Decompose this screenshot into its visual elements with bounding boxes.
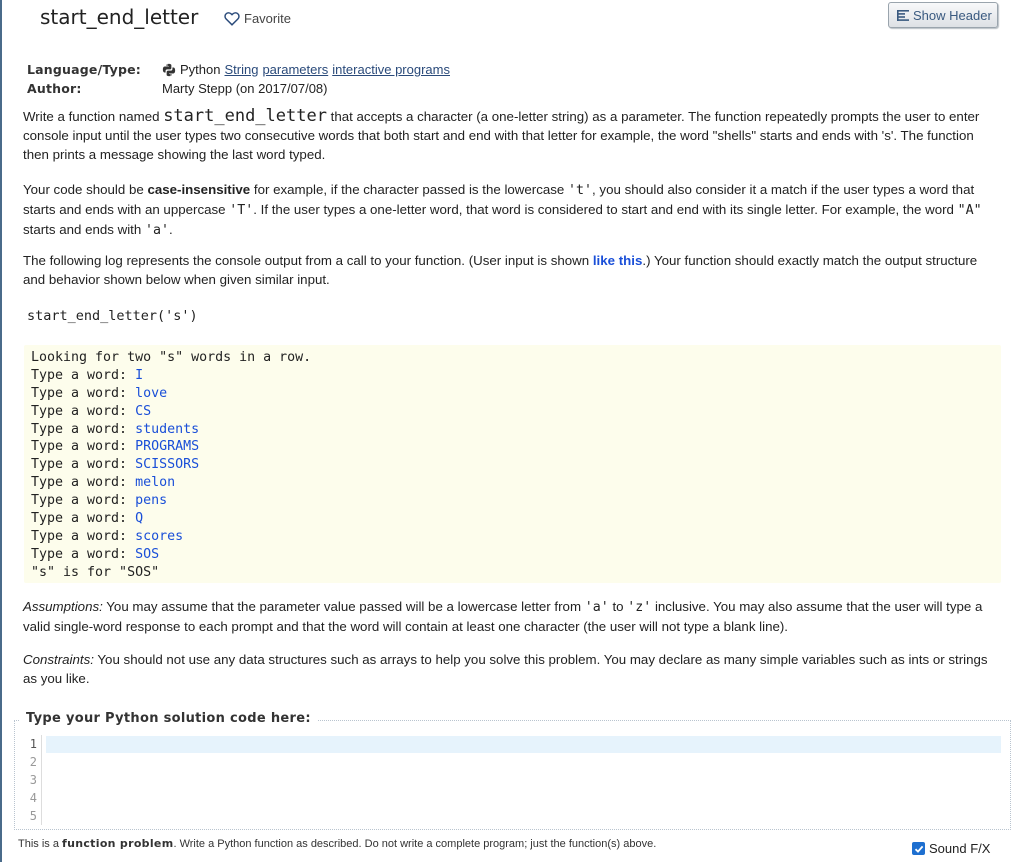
constraints-paragraph: Constraints: You should not use any data structures such as arrays to help you solve this problem. You may declare as many simple variables such as ints or strings as you like. xyxy=(23,652,988,686)
heart-outline-icon xyxy=(224,11,240,26)
log-line: Type a word: I xyxy=(31,367,144,383)
active-code-line[interactable] xyxy=(46,736,1001,753)
description-paragraph-3: The following log represents the console output from a call to your function. (User input is shown like this.) Your function should exactly match the output structure and behavior shown below when given similar input. xyxy=(23,253,978,287)
log-line: Type a word: melon xyxy=(31,475,176,491)
line-number: 4 xyxy=(29,791,37,805)
line-number: 3 xyxy=(29,773,37,787)
code-editor[interactable] xyxy=(20,735,1002,825)
favorite-label: Favorite xyxy=(244,11,291,26)
problem-meta xyxy=(27,60,450,98)
log-line: Type a word: scores xyxy=(31,528,184,544)
assumptions-label: Assumptions: xyxy=(23,599,103,614)
log-line: Type a word: SOS xyxy=(31,546,160,562)
log-line: Type a word: love xyxy=(31,385,168,401)
checkbox-checked-icon[interactable] xyxy=(912,842,925,855)
log-line: Type a word: students xyxy=(31,421,200,437)
user-input: SCISSORS xyxy=(135,457,200,473)
line-number: 1 xyxy=(29,737,37,751)
language-name: Python xyxy=(180,62,221,77)
page-title: start_end_letter xyxy=(40,5,199,29)
user-input: pens xyxy=(135,493,168,509)
line-number-gutter xyxy=(20,735,42,825)
favorite-button[interactable] xyxy=(224,11,291,26)
user-input: melon xyxy=(135,475,176,491)
author-label: Author: xyxy=(27,81,82,96)
example-call: start_end_letter('s') xyxy=(27,308,198,324)
log-result-line: "s" is for "SOS" xyxy=(31,564,160,580)
like-this-sample: like this xyxy=(592,253,643,268)
description-paragraph-2: Your code should be case-insensitive for example, if the character passed is the lowercase 't', you should also consider it a match if the user types a word that starts and ends with an uppercase 'T'. If the user types a one-letter word, that word is considered to start and end with its single letter. For example, the word "A" starts and ends with 'a'. xyxy=(23,182,982,238)
author-value: Marty Stepp (on 2017/07/08) xyxy=(162,81,328,96)
sound-fx-toggle[interactable] xyxy=(912,841,990,856)
log-line: Type a word: SCISSORS xyxy=(31,457,200,473)
user-input: I xyxy=(135,367,144,383)
case-insensitive-emphasis: case-insensitive xyxy=(147,182,251,197)
console-log xyxy=(24,345,1001,583)
user-input: students xyxy=(135,421,200,437)
user-input: SOS xyxy=(135,546,160,562)
sound-fx-label: Sound F/X xyxy=(929,841,991,856)
line-number: 2 xyxy=(29,755,37,769)
show-header-button[interactable] xyxy=(888,2,998,28)
user-input: CS xyxy=(135,403,152,419)
user-input: love xyxy=(135,385,168,401)
tag-link-interactive-programs[interactable]: interactive programs xyxy=(332,62,450,77)
tag-link-parameters[interactable]: parameters xyxy=(262,62,329,77)
user-input: scores xyxy=(135,528,184,544)
log-line: Type a word: CS xyxy=(31,403,152,419)
tag-link-string[interactable]: String xyxy=(224,62,259,77)
line-number: 5 xyxy=(29,809,37,823)
language-label: Language/Type: xyxy=(27,62,141,77)
show-header-label: Show Header xyxy=(913,7,992,23)
assumptions-paragraph: Assumptions: You may assume that the parameter value passed will be a lowercase letter from 'a' to 'z' inclusive. You may also assume that the user will type a valid single-word response to each prompt and that the word will contain at least one character (the user will not type a blank line). xyxy=(23,599,983,634)
log-line: Type a word: pens xyxy=(31,493,168,509)
menu-lines-icon xyxy=(897,10,909,21)
left-border xyxy=(0,0,2,862)
function-name-code: start_end_letter xyxy=(163,106,327,126)
user-input: PROGRAMS xyxy=(135,439,200,455)
log-intro-line: Looking for two "s" words in a row. xyxy=(31,350,312,365)
footer-note: This is a function problem. Write a Python function as described. Do not write a complete program; just the function(s) above. xyxy=(18,837,657,850)
description-paragraph-1: Write a function named start_end_letter that accepts a character (a one-letter string) as a parameter. The function repeatedly prompts the user to enter console input until the user types two consecutive words that both start and end with that letter for example, the word "shells" starts and ends with 's'. The function then prints a message showing the last word typed. xyxy=(23,106,980,162)
log-line: Type a word: PROGRAMS xyxy=(31,439,200,455)
constraints-label: Constraints: xyxy=(23,652,94,667)
python-icon xyxy=(162,63,176,77)
log-line: Type a word: Q xyxy=(31,511,144,527)
user-input: Q xyxy=(135,511,144,527)
solution-label: Type your Python solution code here: xyxy=(20,711,317,726)
function-problem-emphasis: function problem xyxy=(62,837,174,850)
